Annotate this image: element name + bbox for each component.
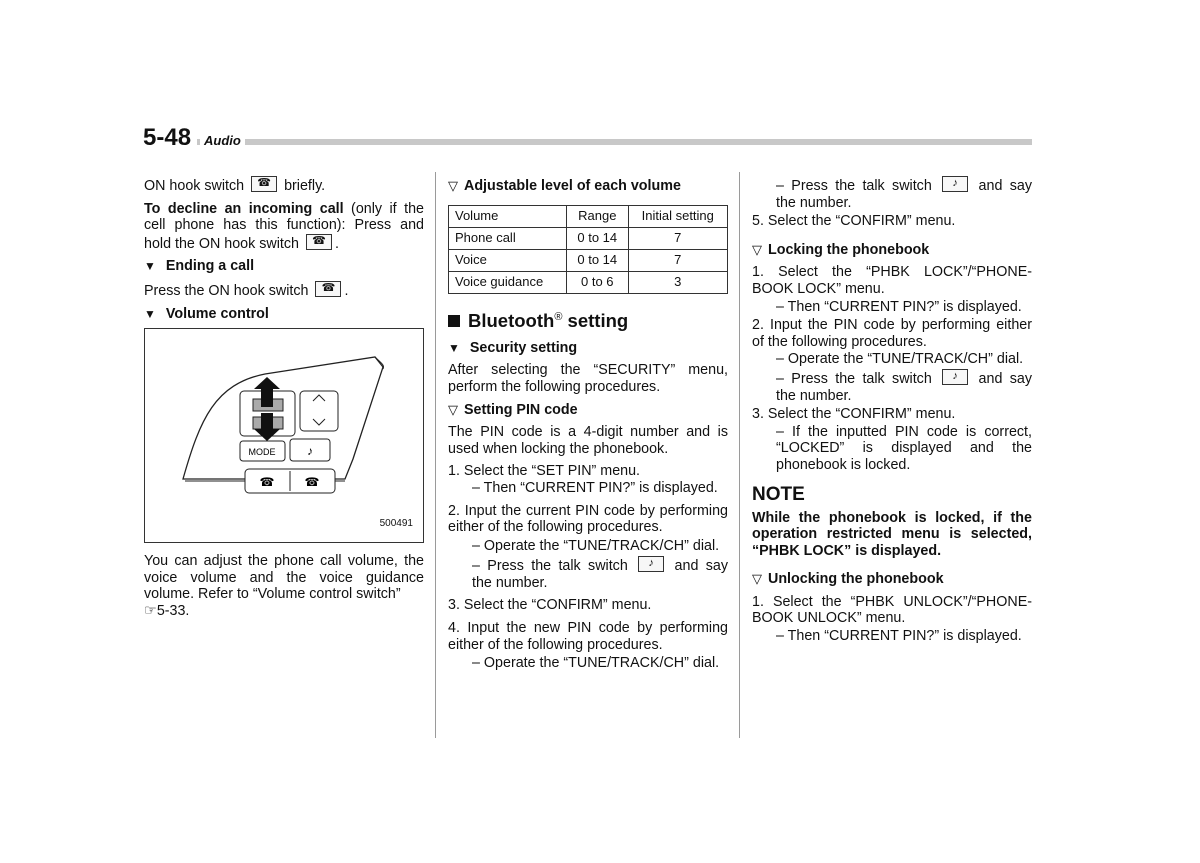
column-1 (144, 176, 424, 626)
table-cell: 3 (628, 271, 727, 293)
heading-locking-phonebook: ▽ Locking the phonebook (752, 241, 930, 258)
table-cell: 7 (628, 227, 727, 249)
heading-unlocking-phonebook: ▽ Unlocking the phonebook (752, 571, 944, 588)
paragraph (144, 176, 424, 195)
paragraph: The PIN code is a 4-digit number and is used when locking the phonebook. (448, 424, 728, 457)
list-subitem: – Press the talk switch ♪ and say the number. (472, 557, 729, 591)
paragraph: After selecting the “SECURITY” menu, perform the following procedures. (448, 362, 728, 395)
table-cell: 0 to 14 (567, 227, 629, 249)
list-item: 1. Select the “PHBK UNLOCK”/“PHONE-BOOK UNLOCK” menu. (752, 593, 1032, 627)
table-row (449, 227, 728, 249)
table-cell: Voice (449, 249, 567, 271)
list-subitem: – If the inputted PIN code is correct, “LOCKED” is displayed and the phonebook is locked. (776, 423, 1032, 473)
on-hook-switch-icon: ☎ (315, 281, 341, 297)
text: ON hook switch (144, 178, 245, 194)
table-header: Volume (449, 205, 567, 227)
column-divider (739, 172, 740, 738)
note-heading: NOTE (752, 483, 805, 505)
list-subitem: – Press the talk switch ♪ and say the number. (776, 177, 1033, 211)
volume-table (448, 205, 728, 294)
list-item: 4. Input the new PIN code by performing either of the following procedures. (448, 620, 728, 653)
heading-adjustable-level: ▽ Adjustable level of each volume (448, 178, 681, 194)
section-title: Audio (200, 133, 245, 150)
text: (only if the cell phone has this function): Press and hold the ON hook switch (144, 200, 424, 252)
reference: ☞5-33. (144, 602, 190, 619)
list-subitem: – Operate the “TUNE/TRACK/CH” dial. (472, 537, 720, 554)
list-item: 2. Input the PIN code by performing either of the following procedures. (752, 317, 1032, 350)
heading-security-setting: ▼ Security setting (448, 339, 578, 356)
text: Press the ON hook switch (144, 282, 309, 299)
note-text: While the phonebook is locked, if the operation restricted menu is selected, “PHBK LOCK” is displayed. (752, 509, 1032, 559)
list-subitem: – Then “CURRENT PIN?” is displayed. (472, 479, 718, 496)
list-item: 1. Select the “PHBK LOCK”/“PHONE-BOOK LOCK” menu. (752, 264, 1032, 297)
on-hook-switch-icon: ☎ (251, 176, 277, 192)
list-item: 3. Select the “CONFIRM” menu. (752, 406, 956, 423)
table-row (449, 249, 728, 271)
figure-code: 500491 (379, 517, 413, 529)
talk-switch-icon: ♪ (942, 369, 968, 385)
list-subitem: – Operate the “TUNE/TRACK/CH” dial. (776, 351, 1024, 368)
page-number: 5-48 (143, 124, 197, 152)
heading-setting-pin: ▽ Setting PIN code (448, 401, 578, 418)
table-header-row (449, 205, 728, 227)
paragraph (144, 201, 424, 253)
list-subitem: – Then “CURRENT PIN?” is displayed. (776, 298, 1022, 315)
list-subitem: – Press the talk switch ♪ and say the number. (776, 369, 1033, 404)
list-item: 1. Select the “SET PIN” menu. (448, 463, 641, 480)
text: You can adjust the phone call volume, the voice volume and the voice guidance volume. Refer to “Volume control switch” (144, 553, 424, 603)
header-rule (185, 139, 1032, 145)
table-cell: Phone call (449, 227, 567, 249)
table-row (449, 271, 728, 293)
table-cell: 0 to 6 (567, 271, 629, 293)
text: briefly. (284, 178, 326, 194)
svg-text:☎: ☎ (259, 475, 275, 490)
text: . (344, 282, 349, 299)
text: . (334, 235, 339, 252)
heading-volume-control: ▼ Volume control (144, 305, 269, 322)
mode-label: MODE (248, 447, 276, 458)
list-subitem: – Operate the “TUNE/TRACK/CH” dial. (472, 655, 720, 672)
table-cell: Voice guidance (449, 271, 567, 293)
paragraph (144, 281, 424, 300)
heading-bluetooth-setting: Bluetooth® setting (448, 306, 728, 332)
talk-switch-icon: ♪ (638, 556, 664, 572)
table-header: Initial setting (628, 205, 727, 227)
list-item: 5. Select the “CONFIRM” menu. (752, 213, 956, 230)
column-2 (448, 176, 728, 678)
heading-ending-call: ▼ Ending a call (144, 258, 255, 275)
list-subitem: – Then “CURRENT PIN?” is displayed. (776, 628, 1022, 645)
table-cell: 0 to 14 (567, 249, 629, 271)
svg-text:♪: ♪ (307, 444, 313, 459)
on-hook-switch-icon: ☎ (306, 234, 332, 250)
table-cell: 7 (628, 249, 727, 271)
list-item: 3. Select the “CONFIRM” menu. (448, 597, 652, 614)
talk-switch-icon: ♪ (942, 176, 968, 192)
steering-switch-figure (144, 328, 424, 543)
paragraph (144, 553, 424, 603)
list-item: 2. Input the current PIN code by performing either of the following procedures. (448, 502, 728, 536)
table-header: Range (567, 205, 629, 227)
steering-switch-illustration (145, 329, 423, 542)
svg-text:☎: ☎ (304, 475, 320, 490)
column-3 (752, 176, 1032, 651)
bold-term: To decline an incoming call (144, 200, 344, 217)
column-divider (435, 172, 436, 738)
